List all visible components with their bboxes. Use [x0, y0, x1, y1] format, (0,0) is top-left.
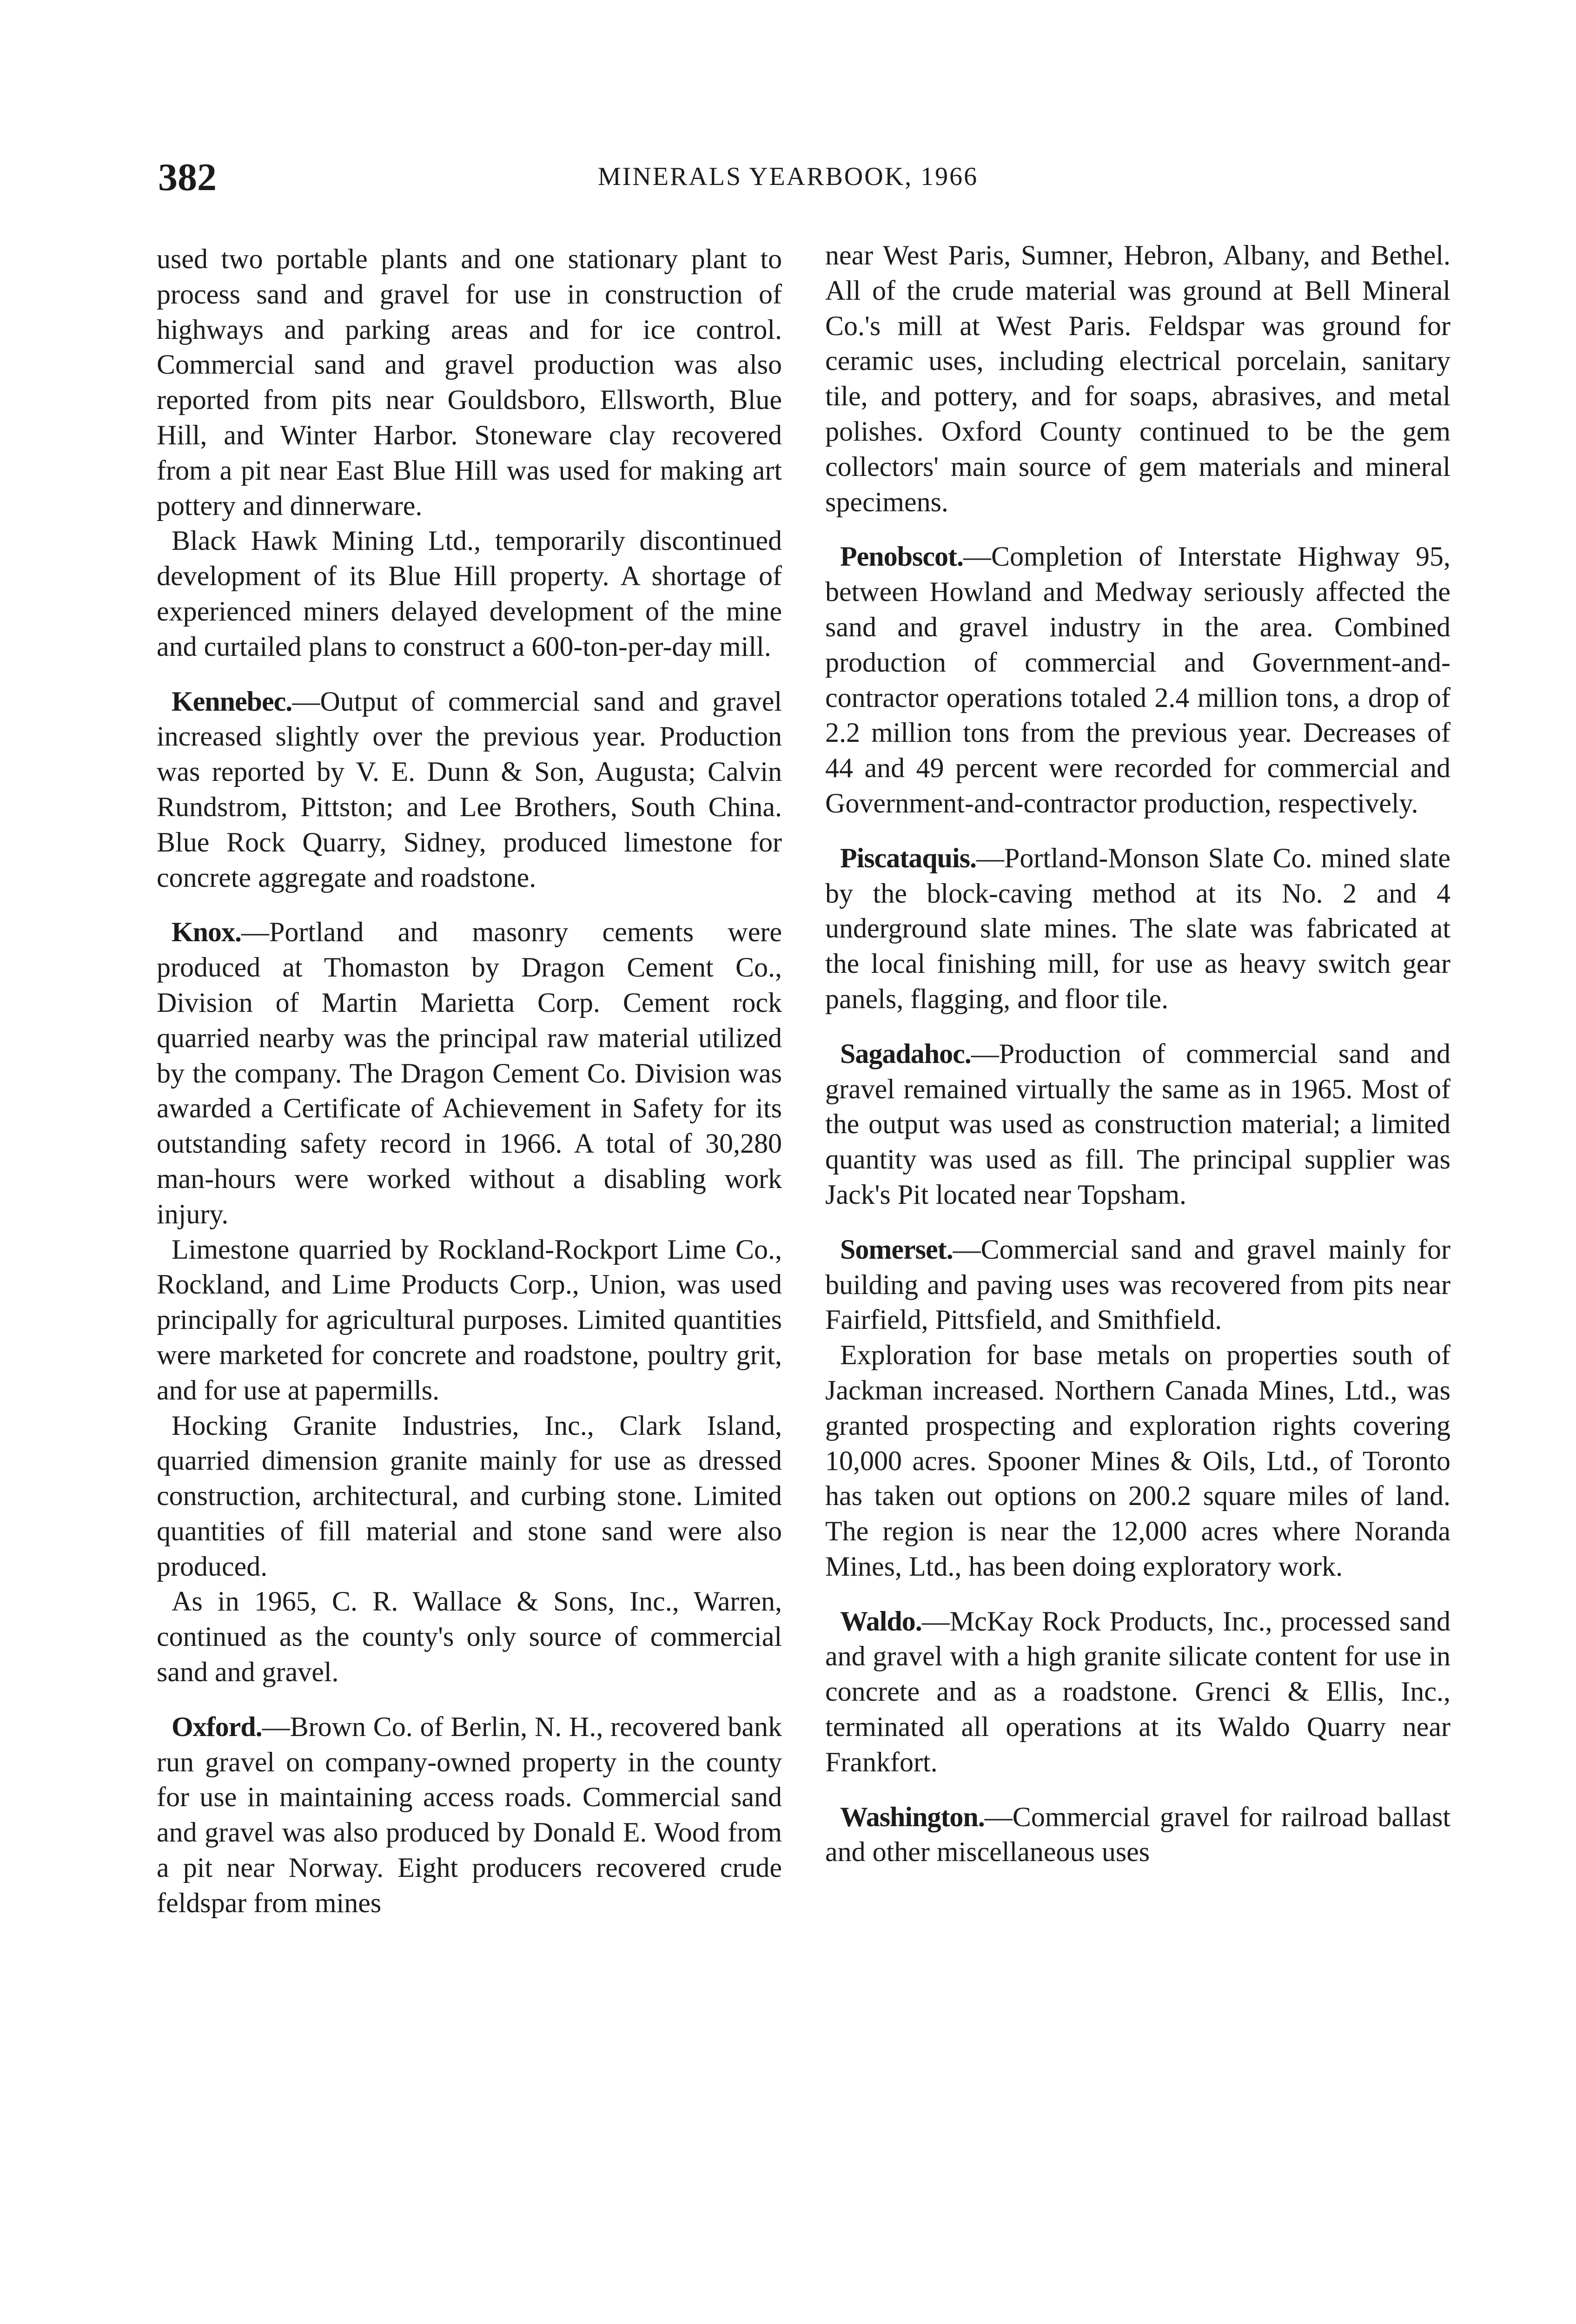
paragraph-text: —Portland and masonry cements were produced at Thomaston by Dragon Cement Co., Division of Martin Marietta Corp. Cement rock quarried nearby was the principal raw material utilized by the company. The Dragon Cement Co. Division was awarded a Certificate of Achievement in Safety for its outstanding safety record in 1966. A total of 30,280 man-hours were worked without a disabling work injury. [157, 917, 782, 1229]
county-heading-penobscot: Penobscot. [840, 541, 963, 572]
county-heading-waldo: Waldo. [840, 1605, 922, 1637]
page-number: 382 [158, 156, 217, 199]
paragraph-wallace [157, 1584, 782, 1690]
paragraph-text: —Portland-Monson Slate Co. mined slate by the block-caving method at its No. 2 and 4 underground slate mines. The slate was fabricated at the local finishing mill, for use as heavy switch gear panels, flagging, and floor tile. [825, 842, 1450, 1014]
section-washington [825, 1800, 1450, 1870]
paragraph-text: As in 1965, C. R. Wallace & Sons, Inc., Warren, continued as the county's only source of commercial sand and gravel. [157, 1586, 782, 1688]
section-sagadahoc [825, 1037, 1450, 1213]
section-penobscot [825, 539, 1450, 821]
county-heading-knox: Knox. [172, 917, 242, 948]
paragraph-text: —Brown Co. of Berlin, N. H., recovered bank run gravel on company-owned property in the county for use in maintaining access roads. Commercial sand and gravel was also produced by Donald E. Wood from a pit near Norway. Eight producers recovered crude feldspar from mines [157, 1711, 782, 1918]
county-heading-somerset: Somerset. [840, 1234, 953, 1265]
section-waldo [825, 1604, 1450, 1780]
section-knox [157, 915, 782, 1232]
right-column [825, 238, 1450, 1870]
paragraph-text: used two portable plants and one stationary plant to process sand and gravel for use in construction of highways and parking areas and for ice control. Commercial sand and gravel production was also reported from pits near Gouldsboro, Ellsworth, Blue Hill, and Winter Harbor. Stoneware clay recovered from a pit near East Blue Hill was used for making art pottery and dinnerware. [157, 244, 782, 521]
section-oxford [157, 1710, 782, 1921]
paragraph-text: Black Hawk Mining Ltd., temporarily discontinued development of its Blue Hill property. A shortage of experienced miners delayed development of the mine and curtailed plans to construct a 600-ton-per-day mill. [157, 525, 782, 662]
paragraph-oxford-continued [825, 238, 1450, 520]
paragraph-text: —Production of commercial sand and gravel remained virtually the same as in 1965. Most of the output was used as construction material; a limited quantity was used as fill. The principal supplier was Jack's Pit located near Topsham. [825, 1038, 1450, 1210]
paragraph-text: Limestone quarried by Rockland-Rockport Lime Co., Rockland, and Lime Products Corp., Union, was used principally for agricultural purposes. Limited quantities were marketed for concrete and roadstone, poultry grit, and for use at papermills. [157, 1234, 782, 1406]
paragraph-text: —McKay Rock Products, Inc., processed sand and gravel with a high granite silicate content for use in concrete and as a roadstone. Grenci & Ellis, Inc., terminated all operations at its Waldo Quarry near Frankfort. [825, 1605, 1450, 1777]
paragraph-text: —Commercial sand and gravel mainly for building and paving uses was recovered from pits near Fairfield, Pittsfield, and Smithfield. [825, 1234, 1450, 1335]
county-heading-oxford: Oxford. [172, 1711, 262, 1742]
running-head: MINERALS YEARBOOK, 1966 [597, 162, 979, 191]
paragraph-black-hawk [157, 523, 782, 664]
paragraph-text: —Completion of Interstate Highway 95, between Howland and Medway seriously affected the sand and gravel industry in the area. Combined production of commercial and Government-and-contractor operations totaled 2.4 million tons, a drop of 2.2 million tons from the previous year. Decreases of 44 and 49 percent were recorded for commercial and Government-and-contractor production, respectively. [825, 541, 1450, 819]
county-heading-washington: Washington. [840, 1801, 985, 1832]
county-heading-kennebec: Kennebec. [172, 686, 292, 717]
paragraph-text: Hocking Granite Industries, Inc., Clark Island, quarried dimension granite mainly for use as dressed construction, architectural, and curbing stone. Limited quantities of fill material and stone sand were also produced. [157, 1410, 782, 1582]
paragraph-limestone [157, 1232, 782, 1408]
paragraph-exploration [825, 1338, 1450, 1585]
paragraph-text: —Commercial gravel for railroad ballast and other miscellaneous uses [825, 1801, 1450, 1868]
left-column [157, 242, 782, 1921]
section-piscataquis [825, 841, 1450, 1017]
section-somerset [825, 1232, 1450, 1338]
paragraph-hancock-continued [157, 242, 782, 523]
paragraph-hocking-granite [157, 1408, 782, 1585]
section-kennebec [157, 684, 782, 896]
county-heading-sagadahoc: Sagadahoc. [840, 1038, 971, 1069]
county-heading-piscataquis: Piscataquis. [840, 842, 977, 873]
paragraph-text: —Output of commercial sand and gravel increased slightly over the previous year. Production was reported by V. E. Dunn & Son, Augusta; Calvin Rundstrom, Pittston; and Lee Brothers, South China. Blue Rock Quarry, Sidney, produced limestone for concrete aggregate and roadstone. [157, 686, 782, 893]
paragraph-text: near West Paris, Sumner, Hebron, Albany, and Bethel. All of the crude material was ground at Bell Mineral Co.'s mill at West Paris. Feldspar was ground for ceramic uses, including electrical porcelain, sanitary tile, and pottery, and for soaps, abrasives, and metal polishes. Oxford County continued to be the gem collectors' main source of gem materials and mineral specimens. [825, 240, 1450, 517]
paragraph-text: Exploration for base metals on properties south of Jackman increased. Northern Canada Mines, Ltd., was granted prospecting and exploration rights covering 10,000 acres. Spooner Mines & Oils, Ltd., of Toronto has taken out options on 200.2 square miles of land. The region is near the 12,000 acres where Noranda Mines, Ltd., has been doing exploratory work. [825, 1340, 1450, 1582]
